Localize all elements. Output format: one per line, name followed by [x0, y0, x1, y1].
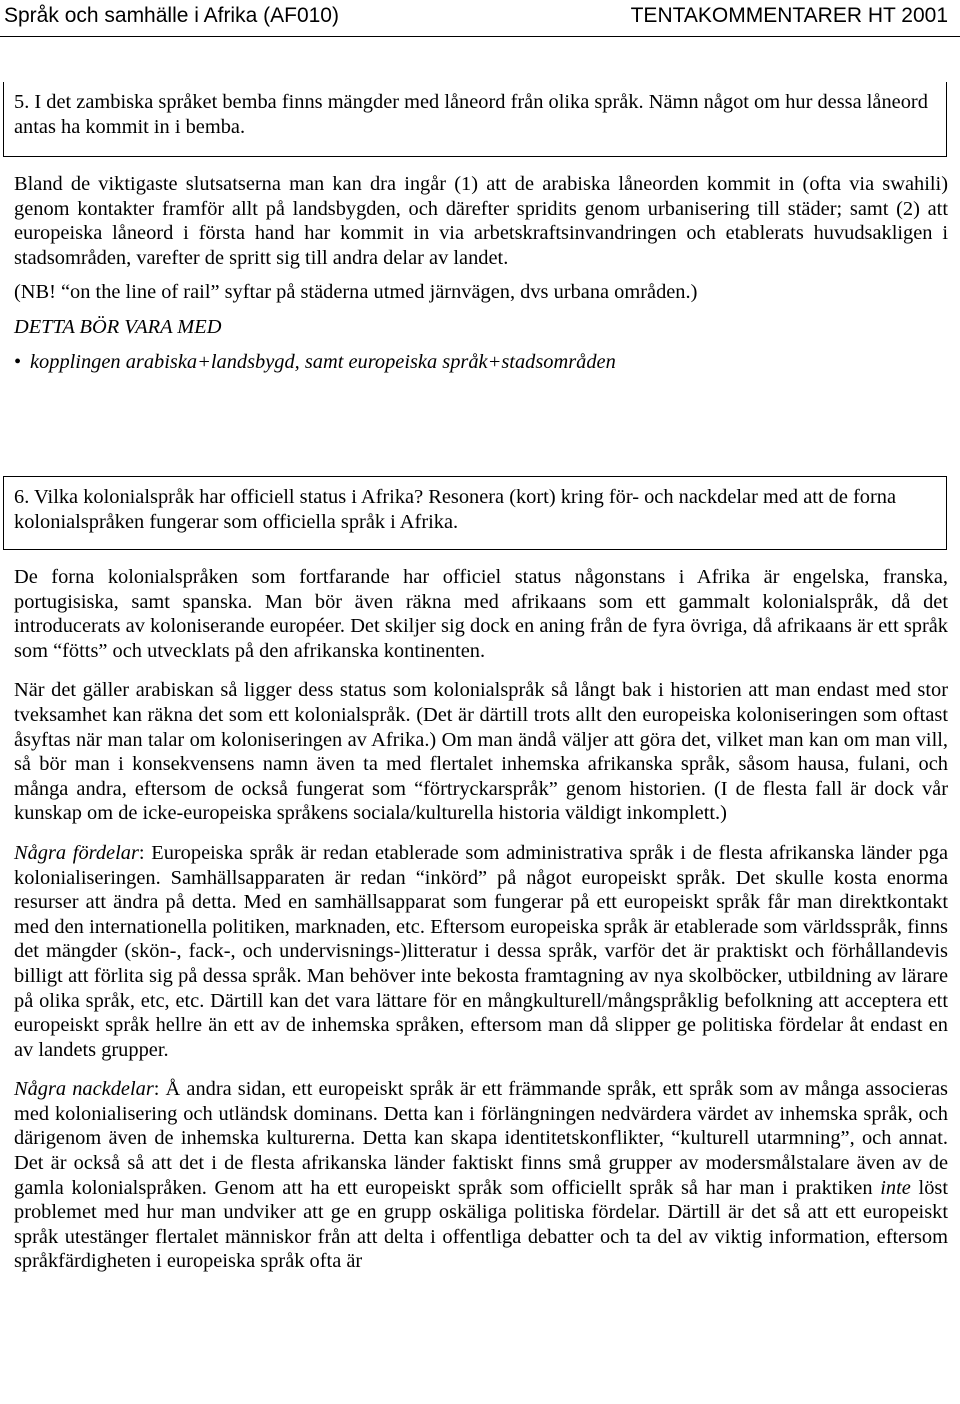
bullet-icon: •: [14, 350, 22, 373]
answer-6-paragraph-2: När det gäller arabiskan så ligger dess status som kolonialspråk så långt bak i historien att man endast med stor tveksamhet kan räkna det som ett kolonialspråk. (Det är därtill trots allt den europeiska koloniseringen som oftast åsyftas när man talar om koloniseringen av Afrika.) Om man ändå väljer att göra det, vilket man kan om man vill, så bör man i konsekvensens namn även ta med flertalet inhemska afrikanska språk, såsom hausa, fulani, och många andra, eftersom de också fungerat som “förtryckarspråk” genom historien. (I de flesta fall är dock vår kunskap om de icke-europeiska språkens sociala/kulturella historia väldigt inkomplett.): [14, 679, 948, 825]
answer-5-note: (NB! “on the line of rail” syftar på städerna utmed järnvägen, dvs urbana områden.): [14, 281, 698, 304]
must-include-heading: DETTA BÖR VARA MED: [14, 315, 222, 338]
answer-6-cons: [14, 1077, 948, 1274]
document-title: TENTAKOMMENTARER HT 2001: [630, 4, 948, 27]
header-rule: [0, 36, 960, 37]
question-6-text: 6. Vilka kolonialspråk har officiell status i Afrika? Resonera (kort) kring för- och nackdelar med att de forna kolonialspråken fungerar som officiella språk i Afrika.: [14, 486, 897, 533]
must-include-bullet: [14, 350, 948, 375]
answer-6: [14, 565, 948, 1274]
cons-inte: inte: [880, 1176, 911, 1199]
must-include-bullet-text: kopplingen arabiska+landsbygd, samt europeiska språk+stadsområden: [30, 350, 616, 373]
cons-text-b: löst problemet med hur man undviker att ge en grupp oskäliga politiska fördelar. Därtill är det så att ett europeiskt språk utestänger flertalet människor från att delta i offentliga debatter och ta del av viktig information, eftersom språkfärdigheten i europeiska språk ofta är: [14, 1176, 948, 1273]
question-5-box: [3, 82, 947, 157]
answer-6-paragraph-1: De forna kolonialspråken som fortfarande har officiel status någonstans i Afrika är engelska, franska, portugisiska, samt spanska. Man bör även räkna med afrikaans som ett gammalt kolonialspråk, då det introducerats av koloniserande européer. Det skiljer sig dock en aning från de fyra övriga, då afrikaans är ett språk som “fötts” och utvecklats på den afrikanska kontinenten.: [14, 566, 948, 662]
question-5-text: 5. I det zambiska språket bemba finns mängder med låneord från olika språk. Nämn något om hur dessa låneord antas ha kommit in i bemba.: [14, 91, 928, 138]
cons-label: Några nackdelar: [14, 1078, 154, 1101]
pros-label: Några fördelar: [14, 841, 139, 864]
answer-5-paragraph: Bland de viktigaste slutsatserna man kan dra ingår (1) att de arabiska låneorden kommit in (ofta via swahili) genom kontakter framför allt på landsbygden, och därefter spridits genom urbanisering till städer; samt (2) att europeiska låneord i första hand har kommit in via arbetskraftsinvandringen och etablerats huvudsakligen i stadsområden, varefter de spritt sig till andra delar av landet.: [14, 173, 948, 269]
cons-text-a: : Å andra sidan, ett europeiskt språk är ett främmande språk, ett språk som av många associeras med kolonialisering och utländsk dominans. Detta kan i förlängningen nedvärdera värdet av inhemska språk, och därigenom även de inhemska kulturerna. Detta kan skapa identitetskonflikter, “kulturell utarmning”, och annat. Det är också så att det i de flesta afrikanska länder faktiskt finns små grupper av modersmålstalare även av de gamla kolonialspråken. Genom att ha ett europeiskt språk som officiellt språk så har man i praktiken: [14, 1078, 948, 1199]
answer-6-pros: [14, 841, 948, 1062]
answer-5: [14, 172, 948, 374]
question-6-box: [3, 476, 947, 550]
course-title: Språk och samhälle i Afrika (AF010): [4, 4, 339, 27]
pros-text: : Europeiska språk är redan etablerade som administrativa språk i de flesta afrikanska länder pga kolonialiseringen. Samhällsapparaten är redan “inkörd” på något europeiskt språk. Det skulle kosta enorma resurser att ändra på detta. Med en samhällsapparat som fungerar på ett europeiskt språk får man direktkontakt med den internationella politiken, marknaden, etc. Eftersom europeiska språk är etablerade som världsspråk, finns det mängder (skön-, fack-, och undervisnings-)litteratur i dessa språk, varför det är praktiskt och förhållandevis billigt att förlita sig på dessa språk. Man behöver inte bekosta framtagning av nya skolböcker, utbildning av lärare på olika språk, etc, etc. Därtill kan det vara lättare för en mångkulturell/mångspråklig befolkning att acceptera ett europeiskt språk hellre än ett av de inhemska språken, eftersom man då slipper ge politiska fördelar åt endast en av landets grupper.: [14, 841, 948, 1061]
page-header: [0, 0, 960, 30]
